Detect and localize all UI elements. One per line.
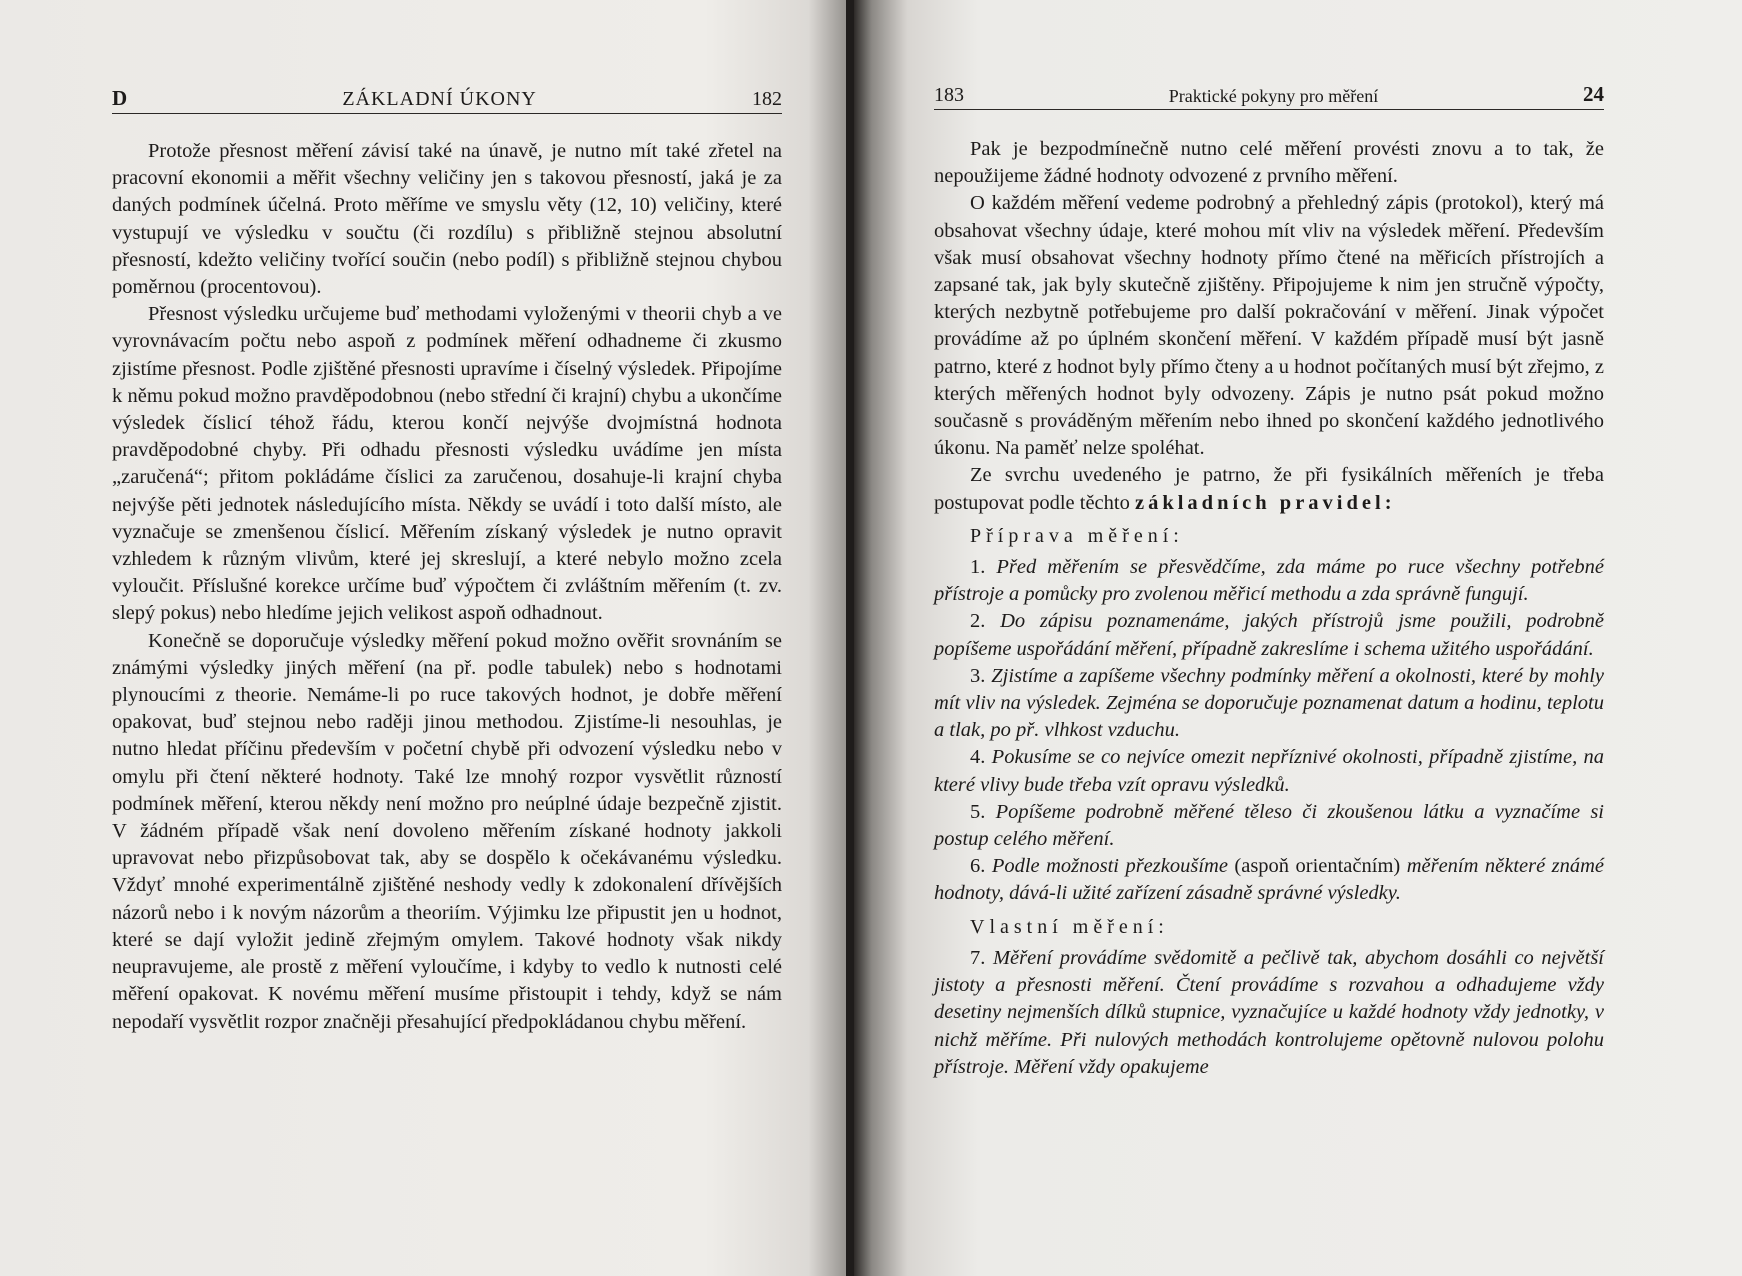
paragraph: Protože přesnost měření závisí také na únavě, je nutno mít také zřetel na pracovní ekonomii a měřit všechny veličiny jen s takovou přesností, jaká je za daných podmínek účelná. Proto měříme ve smyslu věty (12, 10) veličiny, které vystupují ve výsledku v součtu (či rozdílu) s přibližně stejnou absolutní přesností, kdežto veličiny tvořící součin (nebo podíl) s přibližně stejnou chybou poměrnou (procentovou). — [112, 140, 782, 299]
section-number: 24 — [1582, 82, 1604, 106]
rule-text: Zjistíme a zapíšeme všechny podmínky měření a okolnosti, které by mohly mít vliv na výsledek. Zejména se doporučuje poznamenat datum a hodinu, teplotu a tlak, po př. vlhkost vzduchu. — [934, 664, 1605, 742]
right-page — [854, 0, 1742, 1276]
paragraph: Pak je bezpodmínečně nutno celé měření provésti znovu a to tak, že nepoužijeme žádné hodnoty odvozené z prvního měření. — [934, 138, 1604, 188]
rule-item — [934, 554, 1604, 608]
rule-number: 4. — [970, 746, 986, 769]
rule-number: 6. — [970, 855, 986, 878]
paragraph: O každém měření vedeme podrobný a přehledný zápis (protokol), který má obsahovat všechny údaje, které mohou mít vliv na výsledek měření. Především však musí obsahovat všechny hodnoty přímo čtené na měřicích přístrojích a zapsané tak, jak byly skutečně zjištěny. Připojujeme k nim jen stručně výpočty, kterých nezbytně potřebujeme pro další pokračování v měření. Jinak výpočet provádíme až po úplném skončení měření. V každém případě musí být jasně patrno, které z hodnot byly přímo čteny a u hodnot počítaných musí být zřejmo, z kterých měřených hodnot byly odvozeny. Zápis je nutno psát pokud možno současně s prováděným měřením nebo ihned po skončení každého jednotlivého úkonu. Na paměť nelze spoléhat. — [934, 192, 1604, 460]
rule-text: Před měřením se přesvědčíme, zda máme po ruce všechny potřebné přístroje a pomůcky pro zvolenou měřicí methodu a zda správně fungují. — [934, 556, 1604, 606]
page-number: 183 — [934, 84, 964, 106]
right-page-header — [934, 82, 1604, 110]
page-number: 182 — [751, 88, 782, 110]
left-page — [0, 0, 860, 1276]
intro-emphasis: základních pravidel: — [1134, 491, 1396, 514]
paragraph: Přesnost výsledku určujeme buď methodami vyloženými v theorii chyb a ve vyrovnávacím počtu nebo aspoň z podmínek měření odhadneme či zkusmo zjistíme přesnost. Podle zjištěné přesnosti upravíme i číselný výsledek. Připojíme k němu pokud možno pravděpodobnou (nebo střední či krajní) chybu a ukončíme výsledek číslicí téhož řádu, kterou končí nejvýše dvojmístná hodnota pravděpodobné chyby. Při odhadu přesnosti výsledku uvádíme jen místa „zaručená“; přitom pokládáme číslici za zaručenou, dosahuje-li krajní chyba nejvýše pěti jednotek následujícího místa. Někdy se uvádí i toto další místo, ale vyznačuje se zmenšenou číslicí. Měřením získaný výsledek je nutno opravit vzhledem k různým vlivům, které jej skreslují, a které nebylo možno zcela vyloučit. Příslušné korekce určíme buď výpočtem či zvláštním měřením (t. zv. slepý pokus) nebo hledíme jejich velikost aspoň odhadnout. — [112, 303, 782, 625]
rule-text: Pokusíme se co nejvíce omezit nepříznivé okolnosti, případně zjistíme, na které vlivy bude třeba vzít opravu výsledků. — [934, 746, 1604, 796]
rule-text: měřením některé známé hodnoty, dává-li užité zařízení zásadně správné výsledky. — [934, 855, 1605, 905]
left-page-body — [112, 138, 782, 1036]
left-page-header — [112, 86, 782, 114]
rule-number: 1. — [970, 556, 986, 579]
rule-text-upright: (aspoň orientačním) — [1234, 855, 1401, 878]
rule-number: 7. — [970, 946, 986, 969]
rule-number: 2. — [970, 610, 986, 633]
rule-number: 5. — [970, 800, 986, 823]
rule-item — [934, 853, 1604, 907]
section-letter: D — [112, 86, 128, 110]
paragraph — [934, 462, 1604, 516]
rule-text: Popíšeme podrobně měřené těleso či zkoušenou látku a vyznačíme si postup celého měření. — [934, 800, 1604, 851]
rule-item — [934, 608, 1604, 662]
right-page-body — [934, 136, 1604, 1081]
rule-text: Podle možnosti přezkoušíme — [991, 855, 1228, 878]
paragraph: Konečně se doporučuje výsledky měření pokud možno ověřit srovnáním se známými výsledky jiných měření (na př. podle tabulek) nebo s hodnotami plynoucími z theorie. Nemáme-li po ruce takových hodnot, je dobře měření opakovat, buď stejnou nebo raději jinou methodou. Zjistíme-li nesouhlas, je nutno hledat příčinu především v početní chybě při odvození výsledku nebo v omylu při čtení některé hodnoty. Také lze mnohý rozpor vysvětlit růzností podmínek měření, kterou někdy není možno pro neúplné údaje bezpečně zjistit. V žádném případě však není dovoleno měřením získané hodnoty jakkoli upravovat nebo přizpůsobovat tak, aby se dospělo k očekávanému výsledku. Vždyť mnohé experimentálně zjištěné neshody vedly k zdokonalení dřívějších názorů nebo i k novým názorům a theoriím. Výjimku lze připustit jen u hodnot, které se dají vyložit jedině zřejmým omylem. Takové hodnoty však nikdy neupravujeme, ale prostě z měření vyloučíme, i kdyby to vedlo k nutnosti celé měření opakovat. K novému měření musíme přistoupit i tehdy, když se nám nepodaří vysvětlit rozpor značněji přesahující předpokládanou chybu měření. — [112, 629, 782, 1033]
section-heading-measurement: Vlastní měření: — [970, 915, 1169, 938]
rule-number: 3. — [970, 664, 986, 687]
rule-item — [934, 799, 1604, 853]
rule-item — [934, 663, 1604, 745]
chapter-title: ZÁKLADNÍ ÚKONY — [342, 88, 537, 110]
section-heading-preparation: Příprava měření: — [970, 524, 1184, 547]
rule-item — [934, 744, 1604, 798]
rule-text: Měření provádíme svědomitě a pečlivě tak, abychom dosáhli co největší jistoty a přesnosti měření. Čtení provádíme s rozvahou a odhadujeme vždy desetiny nejmenších dílků stupnice, vyznačujíce u každé hodnoty vždy jednotky, v nichž měříme. Při nulových methodách kontrolujeme opětovně nulovou polohu přístroje. Měření vždy opakujeme — [934, 946, 1604, 1078]
rule-text: Do zápisu poznamenáme, jakých přístrojů jsme použili, podrobně popíšeme uspořádání měření, případně zakreslíme i schema užitého uspořádání. — [934, 610, 1605, 660]
rule-item — [934, 945, 1604, 1081]
chapter-title: Praktické pokyny pro měření — [1168, 86, 1379, 106]
intro-text: Ze svrchu uvedeného je patrno, že při fysikálních měřeních je třeba postupovat podle těchto — [934, 464, 1604, 514]
